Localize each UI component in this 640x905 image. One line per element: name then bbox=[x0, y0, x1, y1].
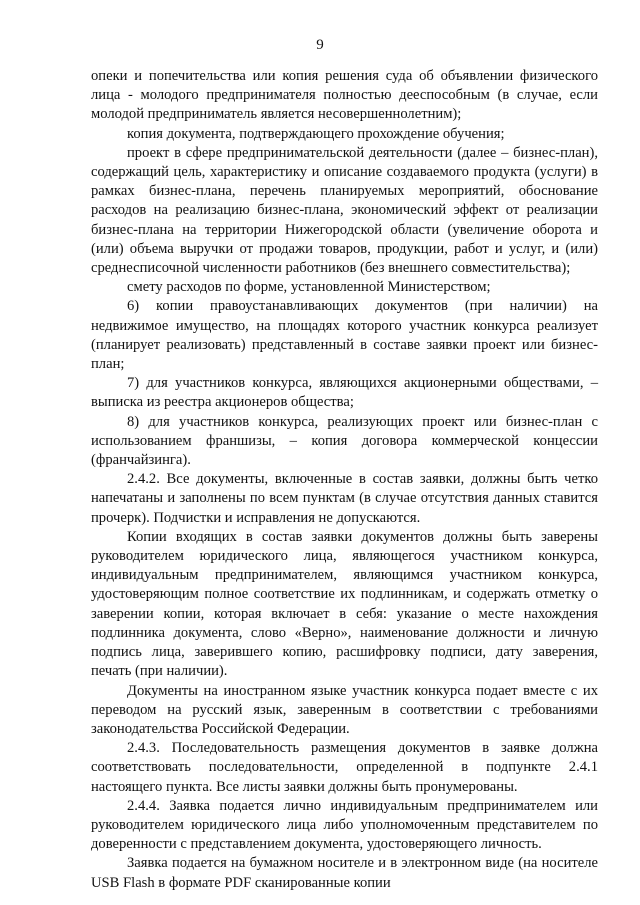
paragraph-copy-certification: Копии входящих в состав заявки документов должны быть заверены руководителем юридического лица, являющегося участником конкурса, индивидуальным предпринимателем, являющимся участником конкурса, удостоверяющим полное соответствие их подлинникам, и содержать отметку о заверении копии, которая включает в себя: указание о месте нахождения подлинника документа, слово «Верно», наименование должности и личную подпись лица, заверившего копию, расшифровку подписи, дату заверения, печать (при наличии). bbox=[91, 528, 598, 680]
paragraph-item-6: 6) копии правоустанавливающих документов (при наличии) на недвижимое имущество, на площадях которого участник конкурса реализует (планирует реализовать) представленный в составе заявки проект или бизнес-план; bbox=[91, 298, 598, 373]
paragraph-2-4-2: 2.4.2. Все документы, включенные в состав заявки, должны быть четко напечатаны и заполнены по всем пунктам (в случае отсутствия данных ставится прочерк). Подчистки и исправления не допускаются. bbox=[91, 471, 598, 526]
paragraph-business-plan: проект в сфере предпринимательской деятельности (далее – бизнес-план), содержащий цель, характеристику и описание создаваемого продукта (услуги) в рамках бизнес-плана, перечень планируемых мероприятий, обоснование расходов на реализацию бизнес-плана, экономический эффект от реализации бизнес-плана на территории Нижегородской области (увеличение оборота и (или) объема выручки от продажи товаров, продукции, работ и услуг, и (или) среднесписочной численности работников (без внешнего совместительства); bbox=[91, 144, 598, 277]
paragraph-training-certificate: копия документа, подтверждающего прохождение обучения; bbox=[127, 125, 505, 142]
paragraph-guardianship-continuation: опеки и попечительства или копия решения суда об объявлении физического лица - молодого предпринимателя полностью дееспособным (в случае, если молодой предприниматель является несовершеннолетним); bbox=[91, 68, 598, 123]
paragraph-cost-estimate: смету расходов по форме, установленной Министерством; bbox=[127, 279, 491, 296]
paragraph-item-7: 7) для участников конкурса, являющихся акционерными обществами, – выписка из реестра акционеров общества; bbox=[91, 375, 598, 411]
paragraph-item-8: 8) для участников конкурса, реализующих проект или бизнес-план с использованием франшизы, – копия договора коммерческой концессии (франчайзинга). bbox=[91, 413, 598, 469]
paragraph-2-4-4: 2.4.4. Заявка подается лично индивидуальным предпринимателем или руководителем юридического лица либо уполномоченным представителем по доверенности с представлением документа, удостоверяющего личность. bbox=[91, 797, 598, 853]
page-number: 9 bbox=[316, 37, 324, 53]
paragraph-submission-format: Заявка подается на бумажном носителе и в электронном виде (на носителе USB Flash в формате PDF сканированные копии bbox=[91, 855, 598, 891]
paragraph-foreign-language: Документы на иностранном языке участник конкурса подает вместе с их переводом на русский язык, заверенным в соответствии с требованиями законодательства Российской Федерации. bbox=[91, 682, 598, 737]
document-body bbox=[91, 67, 598, 893]
paragraph-2-4-3: 2.4.3. Последовательность размещения документов в заявке должна соответствовать последовательности, определенной в подпункте 2.4.1 настоящего пункта. Все листы заявки должны быть пронумерованы. bbox=[91, 740, 598, 795]
